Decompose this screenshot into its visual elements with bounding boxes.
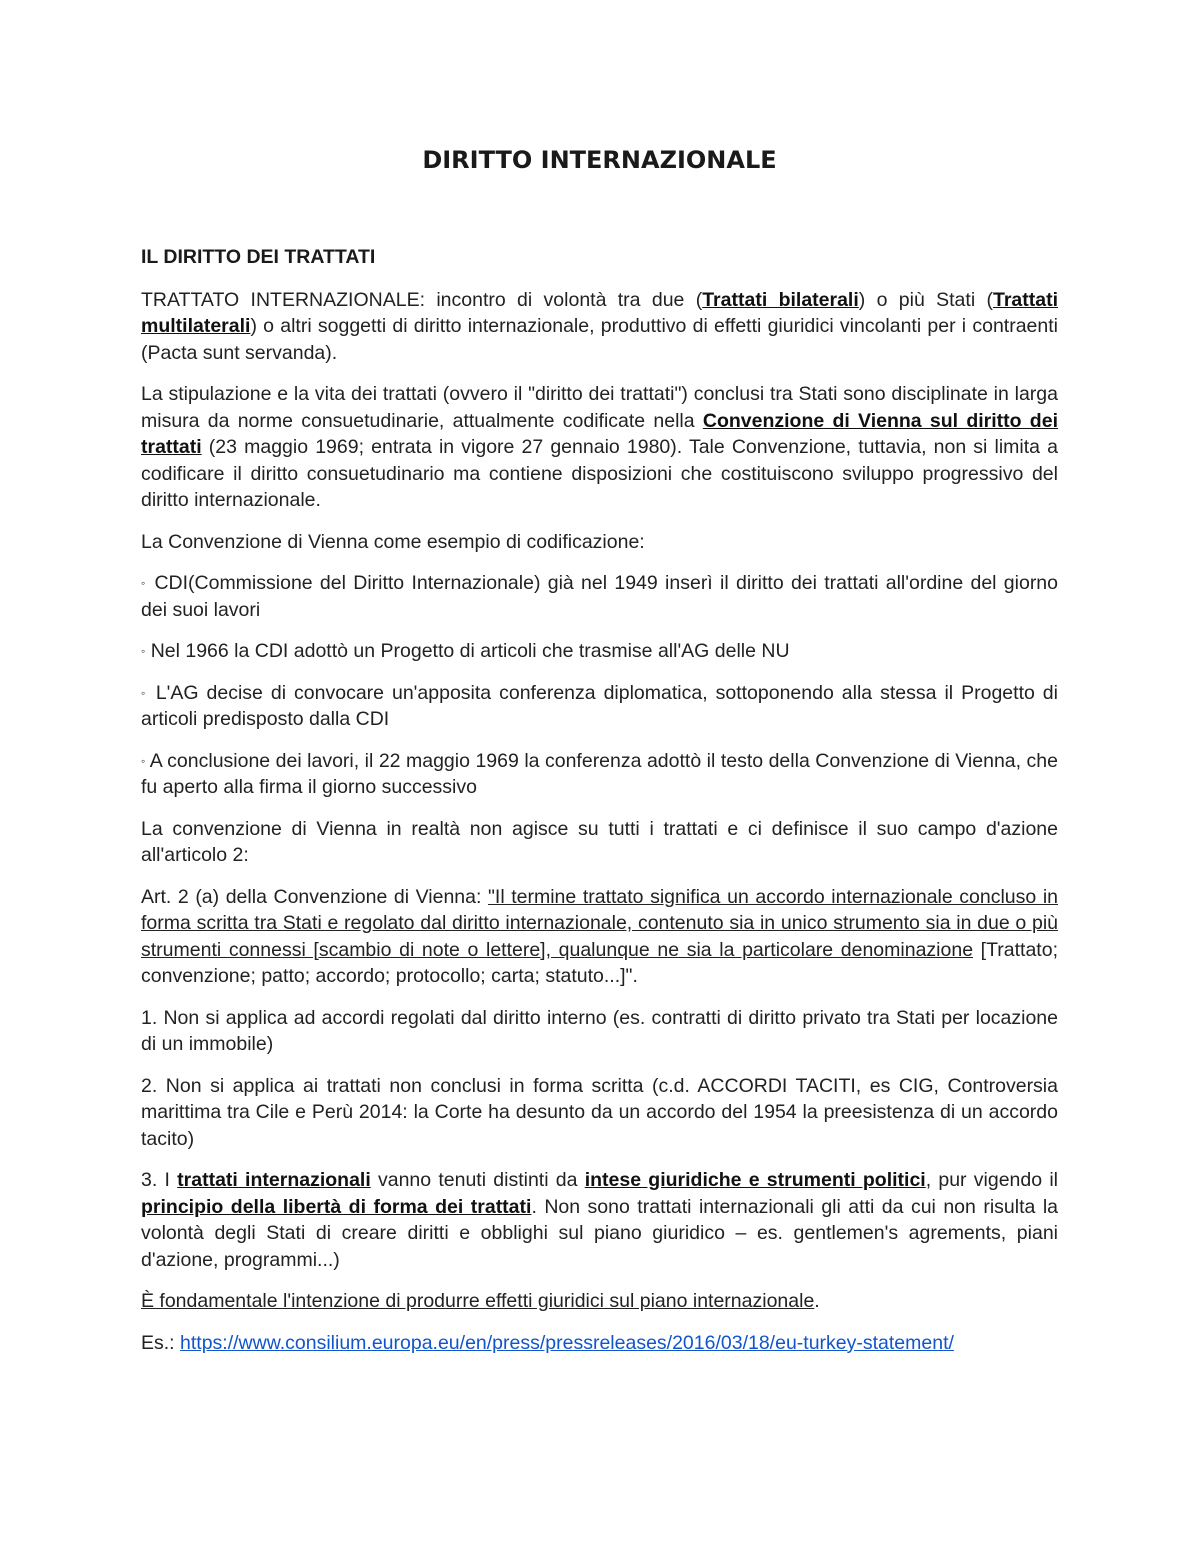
bullet-item bbox=[141, 570, 1058, 623]
text-span: ) o più Stati ( bbox=[858, 288, 993, 311]
paragraph-example-link bbox=[141, 1330, 1058, 1357]
paragraph-article-2 bbox=[141, 884, 1058, 990]
text-span: TRATTATO INTERNAZIONALE: incontro di volontà tra due ( bbox=[141, 288, 703, 311]
bullet-icon: ◦ bbox=[141, 644, 146, 658]
term-bilateral: Trattati bilaterali bbox=[702, 288, 859, 311]
bullet-item bbox=[141, 680, 1058, 733]
eu-turkey-statement-link[interactable]: https://www.consilium.europa.eu/en/press/pressreleases/2016/03/18/eu-turkey-statement/ bbox=[180, 1331, 954, 1354]
bullet-item bbox=[141, 638, 1058, 665]
term-vienna-convention: Convenzione di Vienna sul diritto dei trattati bbox=[141, 409, 1058, 458]
bullet-icon: ◦ bbox=[141, 685, 148, 700]
paragraph-point-1: 1. Non si applica ad accordi regolati dal diritto interno (es. contratti di diritto privato tra Stati per locazione di un immobile) bbox=[141, 1006, 1058, 1055]
paragraph-fundamental-intention bbox=[141, 1288, 1058, 1315]
bullet-text: CDI(Commissione del Diritto Internazionale) già nel 1949 inserì il diritto dei trattati all'ordine del giorno dei suoi lavori bbox=[141, 572, 1058, 621]
paragraph-vienna-convention bbox=[141, 381, 1058, 514]
paragraph-point-3 bbox=[141, 1167, 1058, 1273]
text-span: Es.: bbox=[141, 1331, 181, 1354]
text-span: 3. I bbox=[141, 1169, 178, 1191]
bullet-text: A conclusione dei lavori, il 22 maggio 1969 la conferenza adottò il testo della Convenzione di Vienna, che fu aperto alla firma il giorno successivo bbox=[141, 749, 1058, 798]
text-span: ) o altri soggetti di diritto internazionale, produttivo di effetti giuridici vincolanti per i contraenti (Pacta sunt servanda). bbox=[141, 315, 1058, 364]
text-span: . bbox=[814, 1290, 820, 1312]
document-title: DIRITTO INTERNAZIONALE bbox=[422, 146, 777, 174]
text-span: . Non sono trattati internazionali gli atti da cui non risulta la volontà degli Stati di creare diritti e obblighi sul piano giuridico – es. gentlemen's agrements, piani d'azione, programmi...) bbox=[141, 1195, 1058, 1271]
article-2-quote: "Il termine trattato significa un accordo internazionale concluso in forma scritta tra Stati e regolato dal diritto internazionale, contenuto sia in unico strumento sia in due o più strumenti connessi [scambio di note o lettere], qualunque ne sia la particolare denominazione bbox=[141, 885, 1058, 961]
paragraph-scope: La convenzione di Vienna in realtà non agisce su tutti i trattati e ci definisce il suo campo d'azione all'articolo 2: bbox=[141, 817, 1058, 866]
text-span: (23 maggio 1969; entrata in vigore 27 gennaio 1980). Tale Convenzione, tuttavia, non si limita a codificare il diritto consuetudinario ma contiene disposizioni che costituiscono sviluppo progressivo del diritto internazionale. bbox=[141, 436, 1058, 511]
term-intese-giuridiche: intese giuridiche e strumenti politici bbox=[584, 1169, 926, 1191]
bullet-text: L'AG decise di convocare un'apposita conferenza diplomatica, sottoponendo alla stessa il Progetto di articoli predisposto dalla CDI bbox=[141, 681, 1058, 730]
text-span: vanno tenuti distinti da bbox=[370, 1169, 585, 1191]
text-span: [Trattato; convenzione; patto; accordo; protocollo; carta; statuto...]". bbox=[141, 938, 1058, 987]
text-span: , pur vigendo il bbox=[925, 1169, 1058, 1191]
paragraph-codification-intro: La Convenzione di Vienna come esempio di codificazione: bbox=[141, 530, 645, 553]
paragraph-point-2: 2. Non si applica ai trattati non conclusi in forma scritta (c.d. ACCORDI TACITI, es CIG, Controversia marittima tra Cile e Perù 2014: la Corte ha desunto da un accordo del 1954 la preesistenza di un accordo tacito) bbox=[141, 1074, 1058, 1150]
underlined-statement: È fondamentale l'intenzione di produrre effetti giuridici sul piano internazionale bbox=[141, 1290, 815, 1312]
term-multilateral: Trattati multilaterali bbox=[141, 288, 1058, 337]
bullet-text: Nel 1966 la CDI adottò un Progetto di articoli che trasmise all'AG delle NU bbox=[150, 640, 790, 662]
term-principio-liberta-forma: principio della libertà di forma dei trattati bbox=[141, 1195, 532, 1218]
text-span: Art. 2 (a) della Convenzione di Vienna: bbox=[141, 885, 488, 908]
bullet-icon: ◦ bbox=[141, 576, 148, 590]
term-trattati-internazionali: trattati internazionali bbox=[177, 1169, 371, 1191]
paragraph-definition bbox=[141, 287, 1058, 367]
text-span: La stipulazione e la vita dei trattati (ovvero il "diritto dei trattati") conclusi tra Stati sono disciplinate in larga misura da norme consuetudinarie, attualmente codificate nella bbox=[141, 383, 1058, 432]
document-page bbox=[141, 140, 1058, 1371]
bullet-item bbox=[141, 748, 1058, 801]
bullet-icon: ◦ bbox=[141, 753, 146, 768]
section-title: IL DIRITTO DEI TRATTATI bbox=[141, 246, 376, 268]
